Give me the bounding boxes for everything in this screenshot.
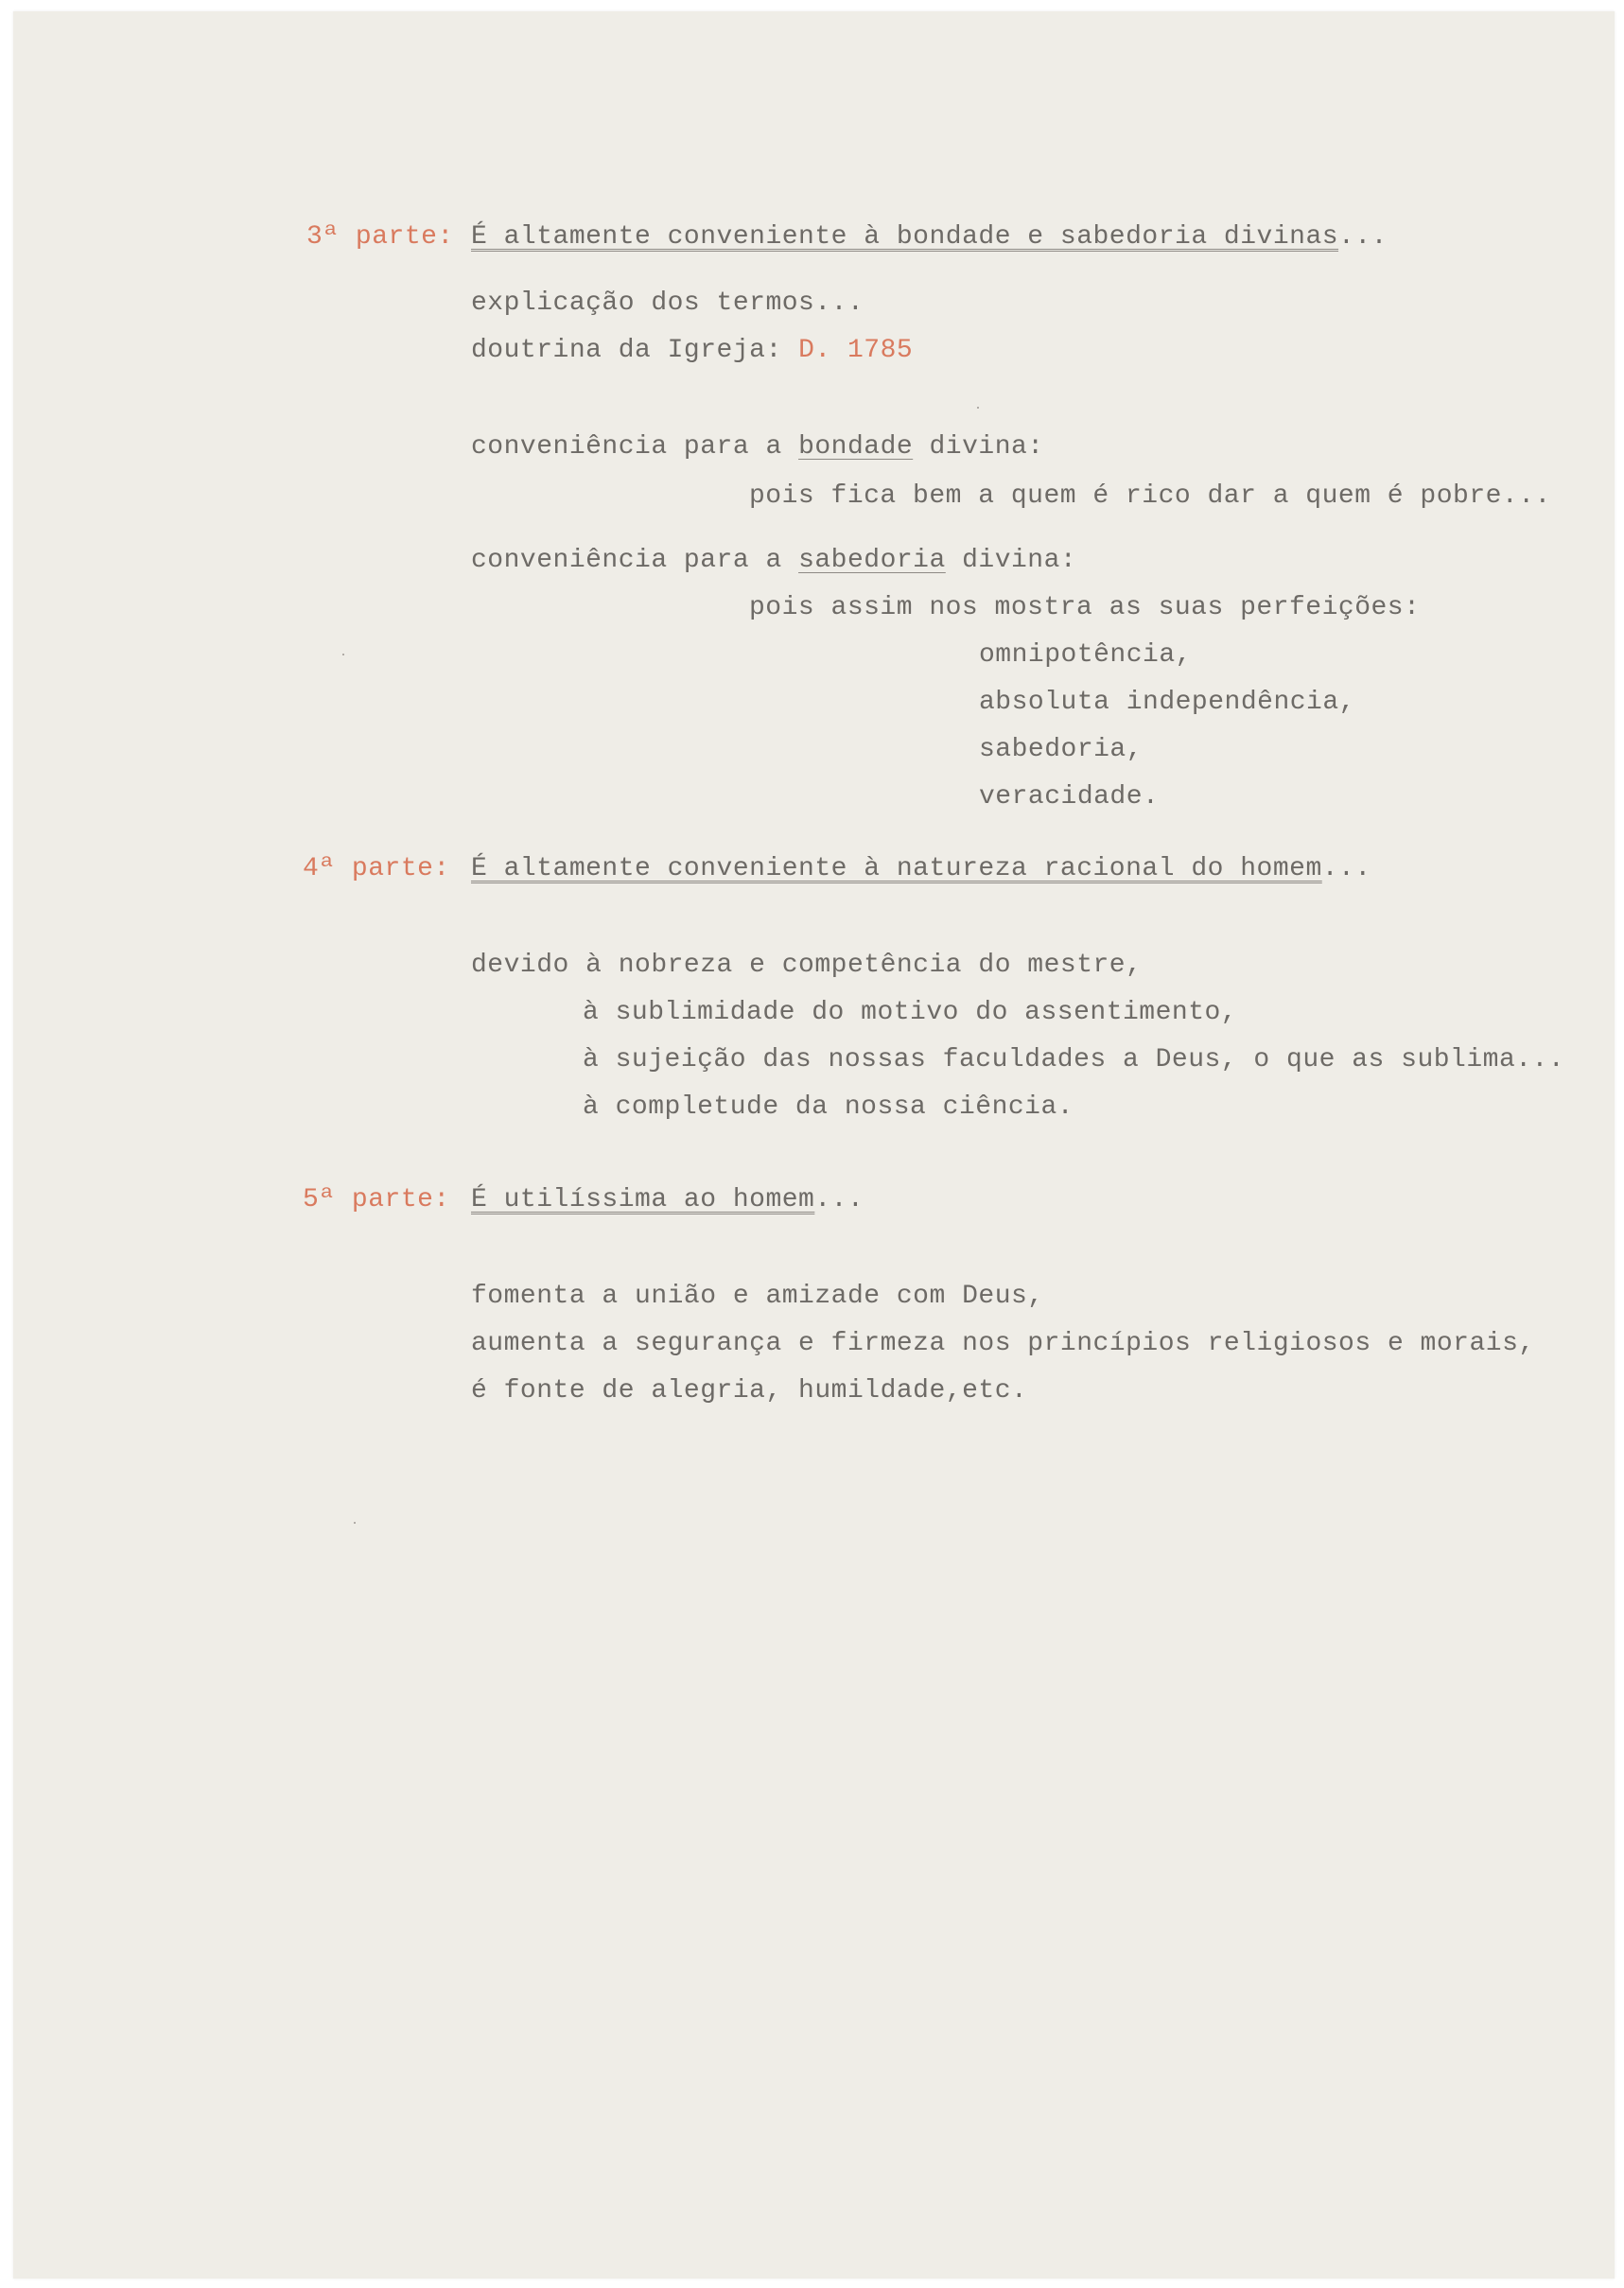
perfeicao-item: veracidade. (979, 782, 1160, 812)
doutrina-text: doutrina da Igreja: (471, 336, 799, 365)
sabedoria-word: sabedoria (798, 546, 946, 575)
sabedoria-line (471, 545, 1076, 577)
doutrina-reference: D. 1785 (798, 336, 914, 365)
section-3-heading-ellipsis: ... (1338, 222, 1388, 252)
perfeicao-item: omnipotência, (979, 640, 1192, 670)
sabedoria-detail: pois assim nos mostra as suas perfeições: (749, 593, 1421, 622)
section-5-heading-ellipsis: ... (814, 1185, 864, 1214)
section-3-heading-line (471, 221, 1388, 253)
bondade-line (471, 431, 1044, 463)
beneficio-item: aumenta a segurança e firmeza nos princípios religiosos e morais, (471, 1329, 1535, 1358)
bondade-prefix: conveniência para a (471, 432, 799, 462)
section-5-label: 5ª parte: (303, 1185, 450, 1214)
section-4-label: 4ª parte: (303, 854, 450, 883)
razao-item: à sujeição das nossas faculdades a Deus, o que as sublima... (583, 1045, 1565, 1074)
beneficio-item: fomenta a união e amizade com Deus, (471, 1282, 1044, 1311)
section-5-heading: É utilíssima ao homem (471, 1185, 815, 1214)
doutrina-line (471, 335, 913, 367)
bondade-word: bondade (798, 432, 914, 462)
explicacao-line: explicação dos termos... (471, 288, 864, 318)
stray-mark (977, 407, 979, 409)
section-5-heading-line (471, 1184, 864, 1216)
paper-speck (342, 654, 344, 655)
razao-item: à completude da nossa ciência. (583, 1092, 1074, 1122)
section-4-heading-line (471, 853, 1371, 885)
section-4-heading-ellipsis: ... (1321, 854, 1371, 883)
section-3-heading: É altamente conveniente à bondade e sabedoria divinas (471, 222, 1339, 252)
perfeicao-item: sabedoria, (979, 735, 1144, 764)
typed-page (13, 11, 1615, 2279)
razao-item: à sublimidade do motivo do assentimento, (583, 998, 1238, 1027)
section-4-heading: É altamente conveniente à natureza racional do homem (471, 854, 1322, 883)
beneficio-item: é fonte de alegria, humildade,etc. (471, 1376, 1028, 1406)
devido-line: devido à nobreza e competência do mestre, (471, 951, 1143, 980)
bondade-suffix: divina: (913, 432, 1044, 462)
perfeicao-item: absoluta independência, (979, 688, 1355, 717)
section-3-label: 3ª parte: (306, 222, 454, 252)
bondade-detail: pois fica bem a quem é rico dar a quem é pobre... (749, 481, 1551, 511)
sabedoria-suffix: divina: (945, 546, 1077, 575)
sabedoria-prefix: conveniência para a (471, 546, 799, 575)
paper-speck (354, 1522, 356, 1524)
